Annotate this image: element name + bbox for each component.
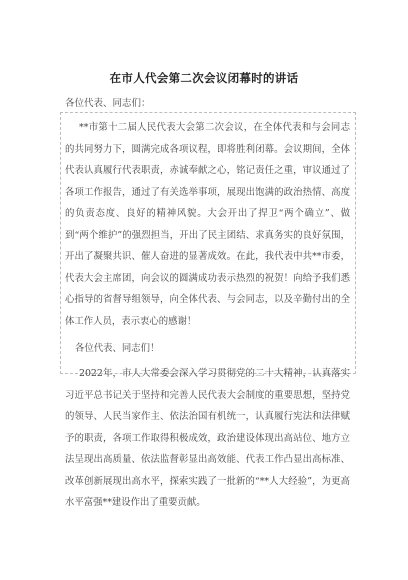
paragraph-opening: **市第十二届人民代表大会第二次会议，在全体代表和与会同志的共同努力下，圆满完成各项议程，即将胜利闭幕。会议期间，全体代表认真履行代表职责，赤诚奉献之心，铭记责任之重，审议通过了各项工作报告，通过了有关选举事项，展现出饱满的政治热情、高度的负责态度、良好的精神风貌。大会开出了捍卫“两个确立”、做到“两个维护”的强烈担当，开出了民主团结、求真务实的良好氛围，开出了凝聚共识、催人奋进的显著成效。在此，我代表中共**市委，代表大会主席团，向会议的圆满成功表示热烈的祝贺！向给予我们悉心指导的省督导组领导，向全体代表、与会同志，以及辛勤付出的全体工作人员，表示衷心的感谢！ <box>65 122 350 327</box>
paragraph-address: 各位代表、同志们！ <box>75 343 160 354</box>
page-title: 在市人代会第二次会议闭幕时的讲话 <box>109 71 299 85</box>
salutation: 各位代表、同志们： <box>65 98 151 109</box>
paragraph-review: 2022年，市人大常委会深入学习贯彻党的二十大精神，认真落实习近平总书记关于坚持和完善人民代表大会制度的重要思想，坚持党的领导、人民当家作主、依法治国有机统一，认真履行宪法和法律赋予的职责，各项工作取得积极成效，政治建设体现出高站位、地方立法呈现出高质量、依法监督彰显出高效能、代表工作凸显出高标准、改革创新展现出高水平，探索实践了一批新的“**人大经验”，为更高水平富强**建设作出了重要贡献。 <box>65 368 350 508</box>
